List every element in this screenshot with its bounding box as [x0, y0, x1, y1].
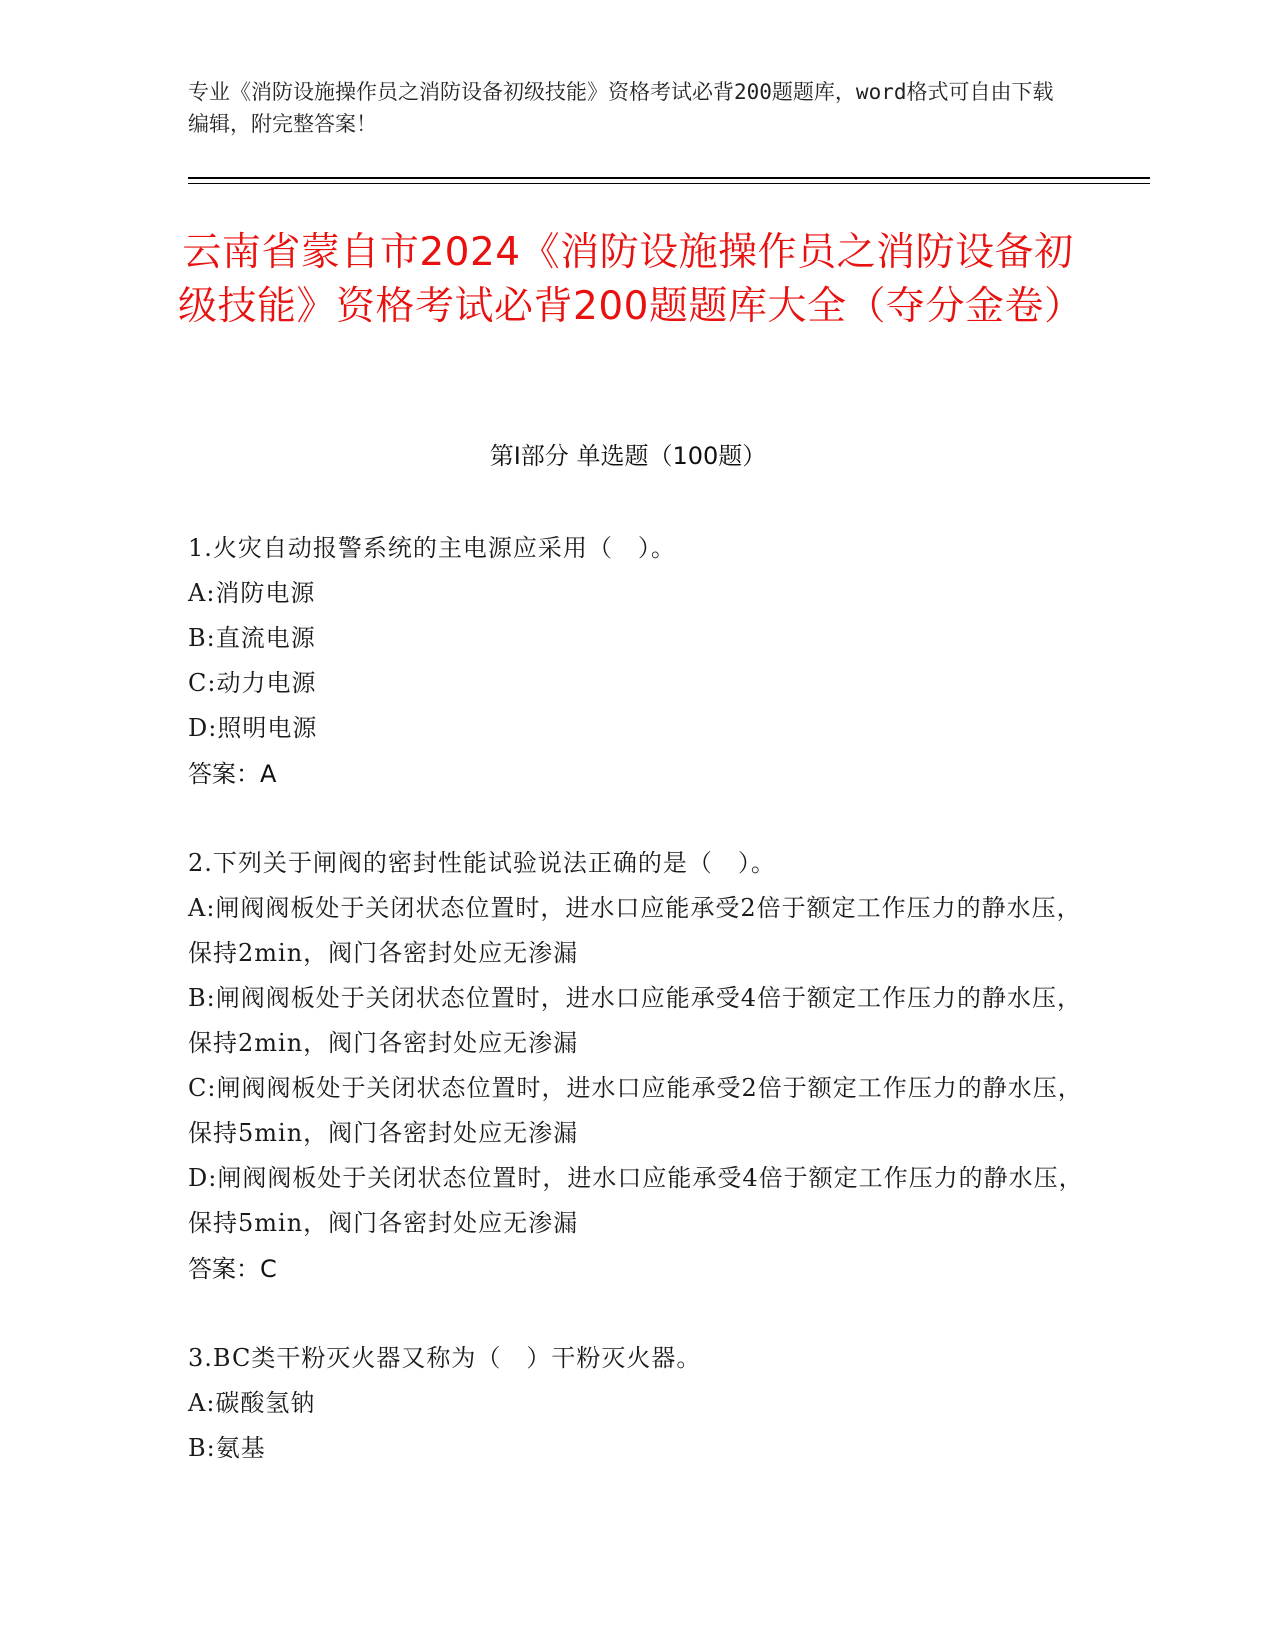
option-c: C:动力电源: [188, 669, 317, 697]
option-c: C:闸阀阀板处于关闭状态位置时，进水口应能承受2倍于额定工作压力的静水压，保持5min，阀门各密封处应无渗漏: [188, 1074, 1083, 1147]
question-list: [188, 526, 1088, 1515]
option-b: B:氨基: [188, 1434, 266, 1462]
option-d: D:闸阀阀板处于关闭状态位置时，进水口应能承受4倍于额定工作压力的静水压，保持5min，阀门各密封处应无渗漏: [188, 1164, 1084, 1237]
header-divider-thin: [188, 183, 1150, 184]
question-stem: 2.下列关于闸阀的密封性能试验说法正确的是（ ）。: [188, 849, 776, 877]
option-a: A:消防电源: [188, 579, 316, 607]
option-b: B:直流电源: [188, 624, 316, 652]
question-stem: 1.火灾自动报警系统的主电源应采用（ ）。: [188, 534, 676, 562]
answer-line: 答案：A: [188, 760, 277, 788]
question-2: [188, 841, 1088, 1292]
header-note: 专业《消防设施操作员之消防设备初级技能》资格考试必背200题题库，word格式可自由下载编辑，附完整答案！: [188, 80, 1054, 136]
section-heading: 第I部分 单选题（100题）: [489, 442, 767, 470]
option-a: A:闸阀阀板处于关闭状态位置时，进水口应能承受2倍于额定工作压力的静水压，保持2min，阀门各密封处应无渗漏: [188, 894, 1082, 967]
option-d: D:照明电源: [188, 714, 318, 742]
question-3: [188, 1336, 1088, 1471]
question-1: [188, 526, 1088, 797]
option-b: B:闸阀阀板处于关闭状态位置时，进水口应能承受4倍于额定工作压力的静水压，保持2min，阀门各密封处应无渗漏: [188, 984, 1082, 1057]
option-a: A:碳酸氢钠: [188, 1389, 316, 1417]
question-stem: 3.BC类干粉灭火器又称为（ ）干粉灭火器。: [188, 1344, 702, 1372]
document-title: 云南省蒙自市2024《消防设施操作员之消防设备初级技能》资格考试必背200题题库大全（夺分金卷）: [178, 230, 1084, 329]
answer-line: 答案：C: [188, 1255, 277, 1283]
header-divider-thick: [188, 177, 1150, 179]
